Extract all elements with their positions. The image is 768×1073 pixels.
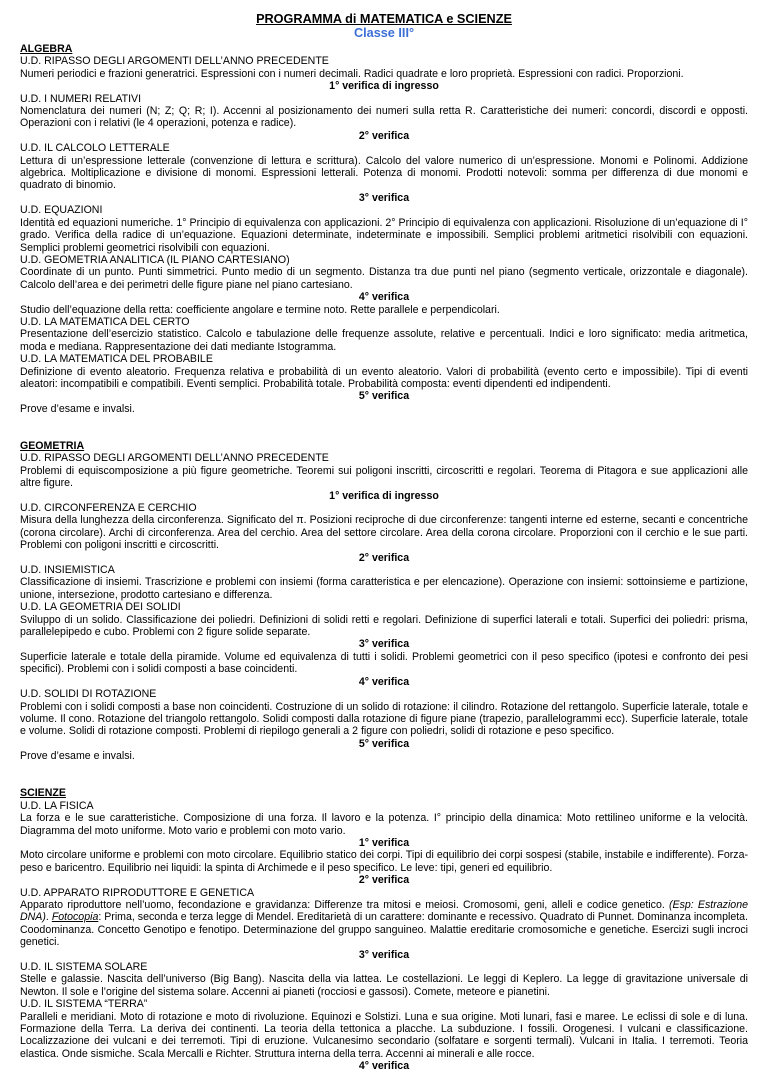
unit-text: Studio dell’equazione della retta: coefficiente angolare e termine noto. Rette parallele e perpendicolari. <box>20 303 500 316</box>
unit-text: La forza e le sue caratteristiche. Composizione di una forza. Il lavoro e la potenza. I° principio della dinamica: Moto rettilineo uniforme e la velocità. Diagramma del moto uniforme. Moto vario e problemi con moto vario. <box>20 812 748 837</box>
verifica-label: 4° verifica <box>358 291 410 304</box>
section-heading: ALGEBRA <box>20 43 73 55</box>
unit-text: Superficie laterale e totale della piramide. Volume ed equivalenza di tutti i solidi. Problemi geometrici con il peso specifico (ipotesi e confronto dei pesi specifici). Problemi con i solidi composti a base coincidenti. <box>20 650 748 676</box>
page-title: PROGRAMMA di MATEMATICA e SCIENZE <box>256 12 512 26</box>
document <box>20 12 748 1073</box>
verifica-label: 5° verifica <box>358 390 410 403</box>
unit-heading: U.D. GEOMETRIA ANALITICA (IL PIANO CARTESIANO) <box>20 253 290 266</box>
closing-note: Prove d’esame e invalsi. <box>20 750 135 763</box>
unit-text: Moto circolare uniforme e problemi con moto circolare. Equilibrio statico dei corpi. Tipi di equilibrio dei corpi sospesi (stabile, instabile e indifferente). Forza-peso e baricentro. Equilibrio nei liquidi: la spinta di Archimede e il peso specifico. Le leve: tipi, generi ed equilibrio. <box>20 849 748 874</box>
text-run: . <box>45 911 52 924</box>
unit-text: Stelle e galassie. Nascita dell’universo (Big Bang). Nascita della via lattea. Le costellazioni. Le leggi di Keplero. La legge di gravitazione universale di Newton. Il sole e l’origine del sistema solare. Accenni ai pianeti (rocciosi e gassosi). Comete, meteore e pianetini. <box>20 973 748 998</box>
unit-text <box>20 899 748 949</box>
unit-text: Classificazione di insiemi. Trascrizione e problemi con insiemi (forma caratteristica e per elencazione). Operazione con insiemi: sottoinsieme e partizione, unione, intersezione, prodotto cartesiano e differenza. <box>20 576 748 601</box>
unit-heading: U.D. RIPASSO DEGLI ARGOMENTI DELL’ANNO PRECEDENTE <box>20 55 329 68</box>
unit-text: Problemi con i solidi composti a base non coincidenti. Costruzione di un solido di rotazione: il cilindro. Rotazione del rettangolo. Superficie laterale, totale e volume. Il cono. Rotazione del triangolo rettangolo. Solidi composti dalla rotazione di figure piane (trapezio, parallelogrammi ecc). Superficie laterale, totale e volume. Solidi di rotazione composti. Problemi di riepilogo generali a 2 figure con poliedri, solidi di rotazione e peso specifico. <box>20 700 748 738</box>
verifica-label: 3° verifica <box>358 191 410 204</box>
unit-heading: U.D. LA MATEMATICA DEL CERTO <box>20 315 190 328</box>
unit-heading: U.D. IL SISTEMA SOLARE <box>20 961 148 974</box>
unit-heading: U.D. INSIEMISTICA <box>20 564 115 577</box>
fotocopia-label: Fotocopia <box>51 911 99 924</box>
unit-heading: U.D. SOLIDI DI ROTAZIONE <box>20 688 157 701</box>
unit-text: Coordinate di un punto. Punti simmetrici. Punto medio di un segmento. Distanza tra due punti nel piano (segmento verticale, orizzontale e diagonale). Calcolo dell’area e dei perimetri delle figure piane nel piano cartesiano. <box>20 266 748 291</box>
verifica-label: 3° verifica <box>358 638 410 651</box>
section-heading: GEOMETRIA <box>20 439 85 452</box>
verifica-label: 4° verifica <box>358 1060 410 1073</box>
unit-heading: U.D. LA FISICA <box>20 799 94 812</box>
verifica-label: 1° verifica di ingresso <box>329 489 439 502</box>
experiment-note: (Esp: Estrazione DNA) <box>20 899 748 924</box>
verifica-label: 2° verifica <box>358 874 410 887</box>
unit-heading: U.D. EQUAZIONI <box>20 204 103 217</box>
page-subtitle: Classe III° <box>353 26 415 40</box>
unit-heading: U.D. CIRCONFERENZA E CERCHIO <box>20 502 197 515</box>
unit-text: Misura della lunghezza della circonferenza. Significato del π. Posizioni reciproche di due circonferenze: tangenti interne ed esterne, secanti e concentriche (corona circolare). Archi di circonferenza. Area del cerchio. Area del settore circolare. Area della corona circolare. Proporzioni con il cerchio e le sue parti. Problemi con poligoni inscritti e circoscritti. <box>20 514 748 552</box>
section-algebra <box>20 43 748 415</box>
unit-heading: U.D. IL SISTEMA “TERRA” <box>20 998 148 1011</box>
verifica-label: 2° verifica <box>358 129 410 142</box>
verifica-label: 3° verifica <box>358 948 410 961</box>
unit-heading: U.D. IL CALCOLO LETTERALE <box>20 142 170 155</box>
unit-heading: U.D. LA MATEMATICA DEL PROBABILE <box>20 353 213 366</box>
unit-text: Problemi di equiscomposizione a più figure geometriche. Teoremi sui poligoni inscritti, circoscritti e regolari. Teorema di Pitagora e sue applicazioni alle altre figure. <box>20 464 748 490</box>
verifica-label: 5° verifica <box>358 737 410 750</box>
verifica-label: 4° verifica <box>358 675 410 688</box>
unit-heading: U.D. I NUMERI RELATIVI <box>20 92 142 105</box>
unit-text: Sviluppo di un solido. Classificazione dei poliedri. Definizioni di solidi retti e regolari. Definizione di superfici laterali e totali. Superfici dei poliedri: prisma, parallelepipedo e cubo. Problemi con 2 figure solide separate. <box>20 613 748 639</box>
text-run: : Prima, seconda e terza legge di Mendel. Ereditarietà di un carattere: dominante e recessivo. Quadrato di Punnet. Dominanza incompleta. Coodominanza. Concetto Genotipo e fenotipo. Determinazione del gruppo sanguineo. Malattie ereditarie cromosomiche e genetiche. Esercizi sugli incroci genetici. <box>20 911 748 949</box>
verifica-label: 2° verifica <box>358 551 410 564</box>
unit-text: Lettura di un’espressione letterale (convenzione di lettura e scrittura). Calcolo del valore numerico di un’espressione. Monomi e Polinomi. Addizione algebrica. Moltiplicazione e divisione di monomi. Espressioni letterali. Potenza di monomi. Prodotti notevoli: somma per differenza di due monomi e quadrato di binomio. <box>20 154 748 192</box>
unit-heading: U.D. RIPASSO DEGLI ARGOMENTI DELL’ANNO PRECEDENTE <box>20 452 329 465</box>
section-heading: SCIENZE <box>20 787 66 800</box>
text-run: Apparato riproduttore nell’uomo, fecondazione e gravidanza: Differenze tra mitosi e meiosi. Cromosomi, geni, alleli e codice genetico. <box>20 899 669 911</box>
closing-note: Prove d’esame e invalsi. <box>20 402 135 415</box>
section-geometria <box>20 440 748 763</box>
unit-text: Nomenclatura dei numeri (N; Z; Q; R; I). Accenni al posizionamento dei numeri sulla retta R. Caratteristiche dei numeri: concordi, discordi e opposti. Operazioni con i relativi (le 4 operazioni, potenza e radice). <box>20 105 748 130</box>
unit-text: Presentazione dell’esercizio statistico. Calcolo e tabulazione delle frequenze assolute, relative e percentuali. Indici e loro significato: media aritmetica, moda e mediana. Rappresentazione dei dati mediante Istogramma. <box>20 328 748 353</box>
verifica-label: 1° verifica <box>358 836 410 849</box>
unit-heading: U.D. APPARATO RIPRODUTTORE E GENETICA <box>20 886 255 899</box>
verifica-label: 1° verifica di ingresso <box>329 80 439 93</box>
unit-text: Paralleli e meridiani. Moto di rotazione e moto di rivoluzione. Equinozi e Solstizi. Luna e sua origine. Moti lunari, fasi e maree. Le eclissi di sole e di luna. Formazione della Terra. La deriva dei continenti. La teoria della tettonica a placche. La subduzione. I fossili. Orogenesi. I vulcani e classificazione. Localizzazione dei vulcani e dei terremoti. Tipi di eruzione. Vulcanesimo secondario (solfatare e sorgenti termali). Vulcani in Italia. I terremoti. Teoria elastica. Onde sismiche. Scala Mercalli e Richter. Struttura interna della terra. Accenni ai minerali e alle rocce. <box>20 1010 748 1060</box>
unit-heading: U.D. LA GEOMETRIA DEI SOLIDI <box>20 601 181 614</box>
section-scienze <box>20 787 748 1072</box>
unit-text: Definizione di evento aleatorio. Frequenza relativa e probabilità di un evento aleatorio. Valori di probabilità (evento certo e impossibile). Tipi di eventi aleatori: incompatibili e compatibili. Eventi semplici. Probabilità totale. Probabilità composta: eventi dipendenti ed indipendenti. <box>20 365 748 390</box>
unit-text: Identità ed equazioni numeriche. 1° Principio di equivalenza con applicazioni. 2° Principio di equivalenza con applicazioni. Risoluzione di un’equazione di I° grado. Verifica della radice di un’equazione. Equazioni determinate, indeterminate e impossibili. Semplici problemi aritmetici risolvibili con equazioni. Semplici problemi geometrici risolvibili con equazioni. <box>20 216 748 254</box>
unit-text: Numeri periodici e frazioni generatrici. Espressioni con i numeri decimali. Radici quadrate e loro proprietà. Espressioni con radici. Proporzioni. <box>20 67 684 80</box>
